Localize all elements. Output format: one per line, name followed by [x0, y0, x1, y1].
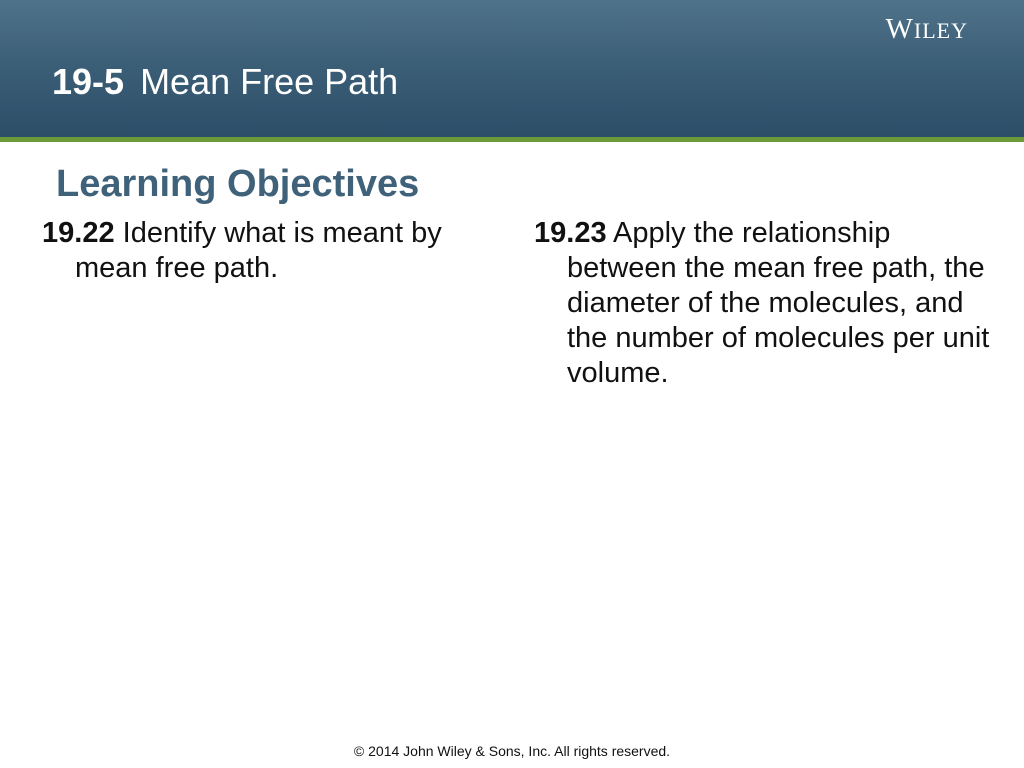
- header-accent-line: [0, 137, 1024, 142]
- objective-item: [534, 216, 1007, 391]
- learning-objectives-heading: Learning Objectives: [56, 163, 420, 205]
- section-number: 19-5: [52, 61, 125, 102]
- section-title: [52, 61, 398, 103]
- objective-text: Identify what is meant by mean free path.: [75, 217, 442, 284]
- wiley-logo: [886, 14, 968, 46]
- objective-item: [42, 216, 520, 286]
- wiley-logo-initial: W: [885, 13, 914, 45]
- objective-text: Apply the relationship between the mean free path, the diameter of the molecules, and the number of molecules per unit volume.: [567, 217, 990, 389]
- objective-code: 19.22: [42, 217, 115, 249]
- wiley-logo-rest: ILEY: [913, 18, 968, 43]
- copyright-footer: © 2014 John Wiley & Sons, Inc. All rights reserved.: [353, 743, 671, 759]
- section-name: Mean Free Path: [140, 61, 399, 102]
- objective-code: 19.23: [534, 217, 607, 249]
